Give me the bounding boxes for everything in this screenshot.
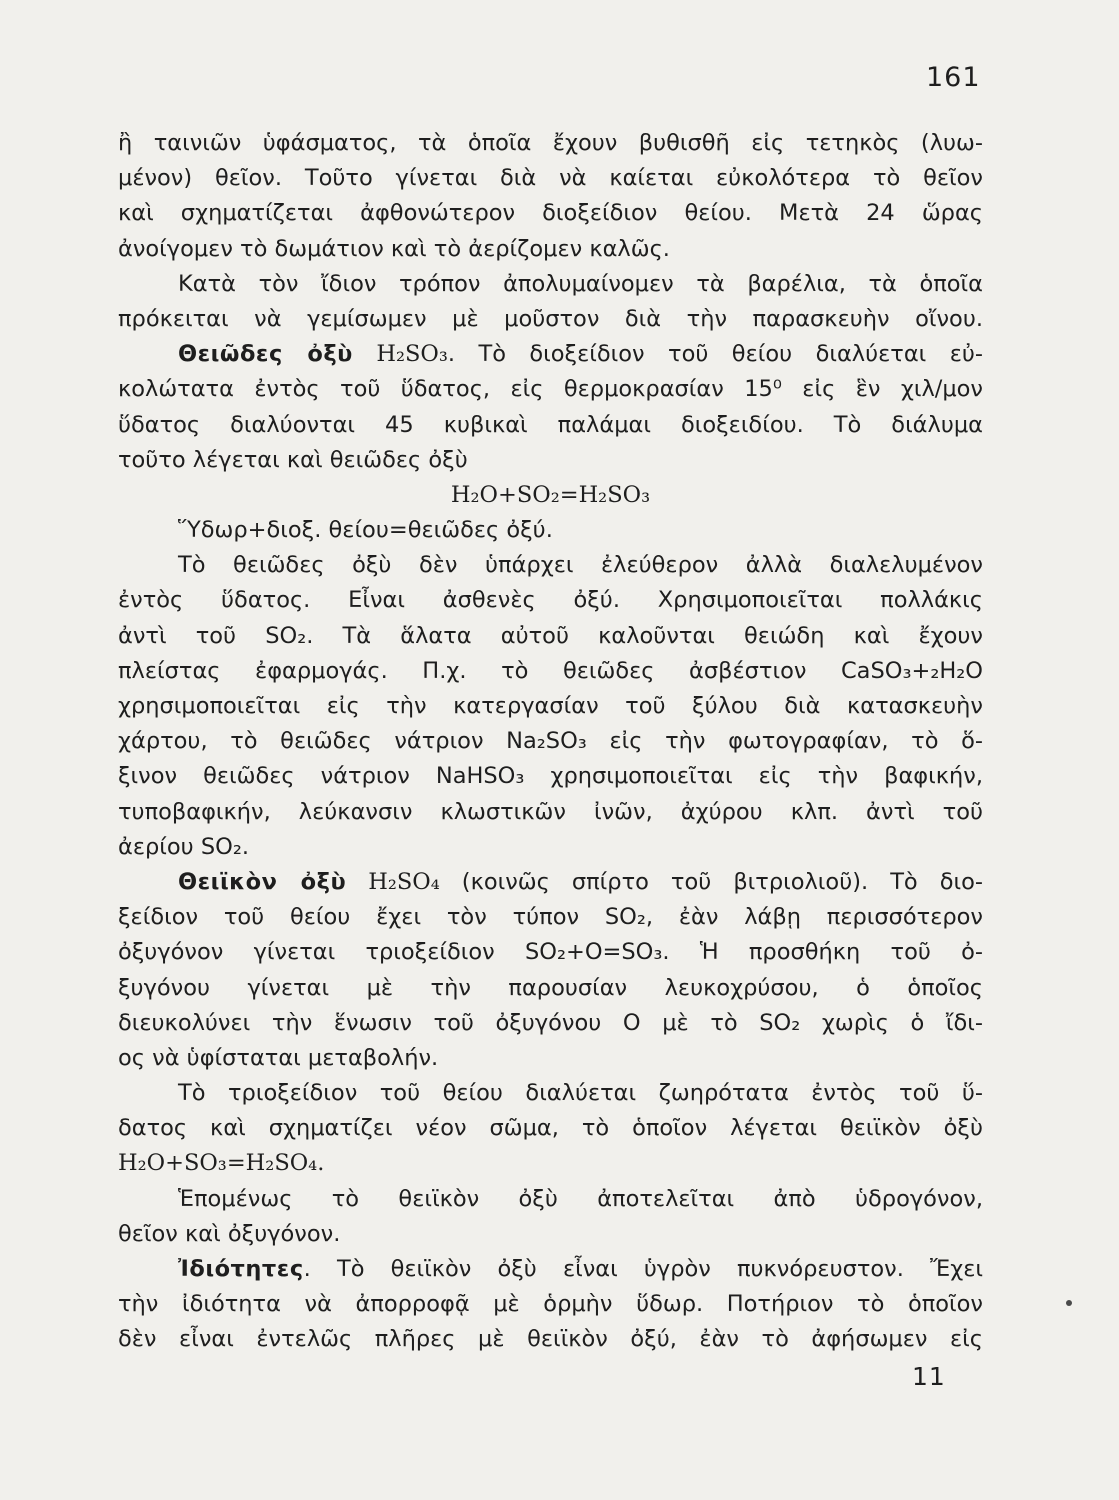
- text-line: [118, 865, 983, 900]
- text-line: ἐντὸς ὕδατος. Εἶναι ἀσθενὲς ὀξύ. Χρησιμοποιεῖται πολλάκις: [118, 587, 983, 614]
- text-line: ξείδιον τοῦ θείου ἔχει τὸν τύπον SO₂, ἐὰν λάβῃ περισσότερον: [118, 904, 983, 931]
- text-line: Ὕδωρ+διοξ. θείου=θειῶδες ὀξύ.: [178, 517, 553, 544]
- text-line: θεῖον καὶ ὀξυγόνον.: [118, 1220, 341, 1247]
- text-line: δατος καὶ σχηματίζει νέον σῶμα, τὸ ὁποῖον λέγεται θειϊκὸν ὀξὺ: [118, 1115, 983, 1142]
- text-line: [118, 1252, 983, 1287]
- text-line: πρόκειται νὰ γεμίσωμεν μὲ μοῦστον διὰ τὴν παρασκευὴν οἴνου.: [118, 305, 983, 332]
- chemical-equation: H₂O+SO₃=H₂SO₄.: [118, 1150, 325, 1177]
- text-line: τυποβαφικήν, λεύκανσιν κλωστικῶν ἰνῶν, ἀχύρου κλπ. ἀντὶ τοῦ: [118, 798, 983, 825]
- text-line: Ἑπομένως τὸ θειϊκὸν ὀξὺ ἀποτελεῖται ἀπὸ ὑδρογόνον,: [178, 1185, 983, 1212]
- chemical-equation: H₂O+SO₂=H₂SO₃: [450, 481, 651, 508]
- text-line: μένον) θεῖον. Τοῦτο γίνεται διὰ νὰ καίεται εὐκολότερα τὸ θεῖον: [118, 165, 983, 192]
- section-heading-thiodes-acid: Θειῶδες ὀξὺ: [178, 341, 353, 368]
- chemical-formula: H₂SO₃: [376, 341, 448, 368]
- text-line: Τὸ θειῶδες ὀξὺ δὲν ὑπάρχει ἐλεύθερον ἀλλὰ διαλελυμένον: [178, 552, 983, 579]
- text-line: καὶ σχηματίζεται ἀφθονώτερον διοξείδιον θείου. Μετὰ 24 ὥρας: [118, 200, 983, 227]
- text-line: δὲν εἶναι ἐντελῶς πλῆρες μὲ θειϊκὸν ὀξύ, ἐὰν τὸ ἀφήσωμεν εἰς: [118, 1326, 983, 1353]
- signature-number: 11: [912, 1362, 946, 1391]
- page-number: 161: [926, 62, 981, 93]
- text-line: ἀερίου SO₂.: [118, 833, 249, 860]
- text-line: ὀξυγόνον γίνεται τριοξείδιον SO₂+O=SO₃. Ἡ προσθήκη τοῦ ὀ-: [118, 939, 983, 966]
- text-line: ὕδατος διαλύονται 45 κυβικαὶ παλάμαι διοξειδίου. Τὸ διάλυμα: [118, 411, 983, 438]
- text-line: ἀνοίγομεν τὸ δωμάτιον καὶ τὸ ἀερίζομεν καλῶς.: [118, 235, 670, 262]
- text-line: Κατὰ τὸν ἴδιον τρόπον ἀπολυμαίνομεν τὰ βαρέλια, τὰ ὁποῖα: [178, 270, 983, 297]
- text-fragment: (κοινῶς σπίρτο τοῦ βιτριολιοῦ). Τὸ διο-: [439, 868, 984, 895]
- text-line: ξυγόνου γίνεται μὲ τὴν παρουσίαν λευκοχρύσου, ὁ ὁποῖος: [118, 974, 983, 1001]
- text-line: πλείστας ἐφαρμογάς. Π.χ. τὸ θειῶδες ἀσβέστιον CaSO₃+₂H₂O: [118, 657, 983, 684]
- body-text: [118, 126, 983, 1358]
- text-line: διευκολύνει τὴν ἕνωσιν τοῦ ὀξυγόνου O μὲ τὸ SO₂ χωρὶς ὁ ἴδι-: [118, 1009, 983, 1036]
- text-fragment: . Τὸ διοξείδιον τοῦ θείου διαλύεται εὐ-: [447, 341, 984, 368]
- section-heading-properties: Ἰδιότητες: [178, 1256, 304, 1282]
- text-line: ἀντὶ τοῦ SO₂. Τὰ ἅλατα αὐτοῦ καλοῦνται θειώδη καὶ ἔχουν: [118, 622, 983, 649]
- section-heading-sulfuric-acid: Θειϊκὸν ὀξὺ: [178, 868, 347, 895]
- text-line: χρησιμοποιεῖται εἰς τὴν κατεργασίαν τοῦ ξύλου διὰ κατασκευὴν: [118, 693, 983, 719]
- text-line: Τὸ τριοξείδιον τοῦ θείου διαλύεται ζωηρότατα ἐντὸς τοῦ ὕ-: [178, 1080, 983, 1107]
- text-line: ἢ ταινιῶν ὑφάσματος, τὰ ὁποῖα ἔχουν βυθισθῆ εἰς τετηκὸς (λυω-: [118, 130, 983, 156]
- text-line: ος νὰ ὑφίσταται μεταβολήν.: [118, 1044, 439, 1071]
- text-line: τοῦτο λέγεται καὶ θειῶδες ὀξὺ: [118, 446, 468, 473]
- text-line: χάρτου, τὸ θειῶδες νάτριον Na₂SO₃ εἰς τὴν φωτογραφίαν, τὸ ὅ-: [118, 728, 983, 755]
- ink-speck: [1066, 1300, 1072, 1306]
- text-line: τὴν ἰδιότητα νὰ ἀπορροφᾷ μὲ ὁρμὴν ὕδωρ. Ποτήριον τὸ ὁποῖον: [118, 1291, 983, 1318]
- text-fragment: . Τὸ θειϊκὸν ὀξὺ εἶναι ὑγρὸν πυκνόρευστον. Ἔχει: [303, 1256, 983, 1282]
- chemical-formula: H₂SO₄: [368, 868, 440, 895]
- text-line: [118, 337, 983, 372]
- text-line: κολώτατα ἐντὸς τοῦ ὕδατος, εἰς θερμοκρασίαν 15⁰ εἰς ἓν χιλ/μον: [118, 376, 983, 403]
- text-line: ξινον θειῶδες νάτριον NaHSO₃ χρησιμοποιεῖται εἰς τὴν βαφικήν,: [118, 763, 983, 790]
